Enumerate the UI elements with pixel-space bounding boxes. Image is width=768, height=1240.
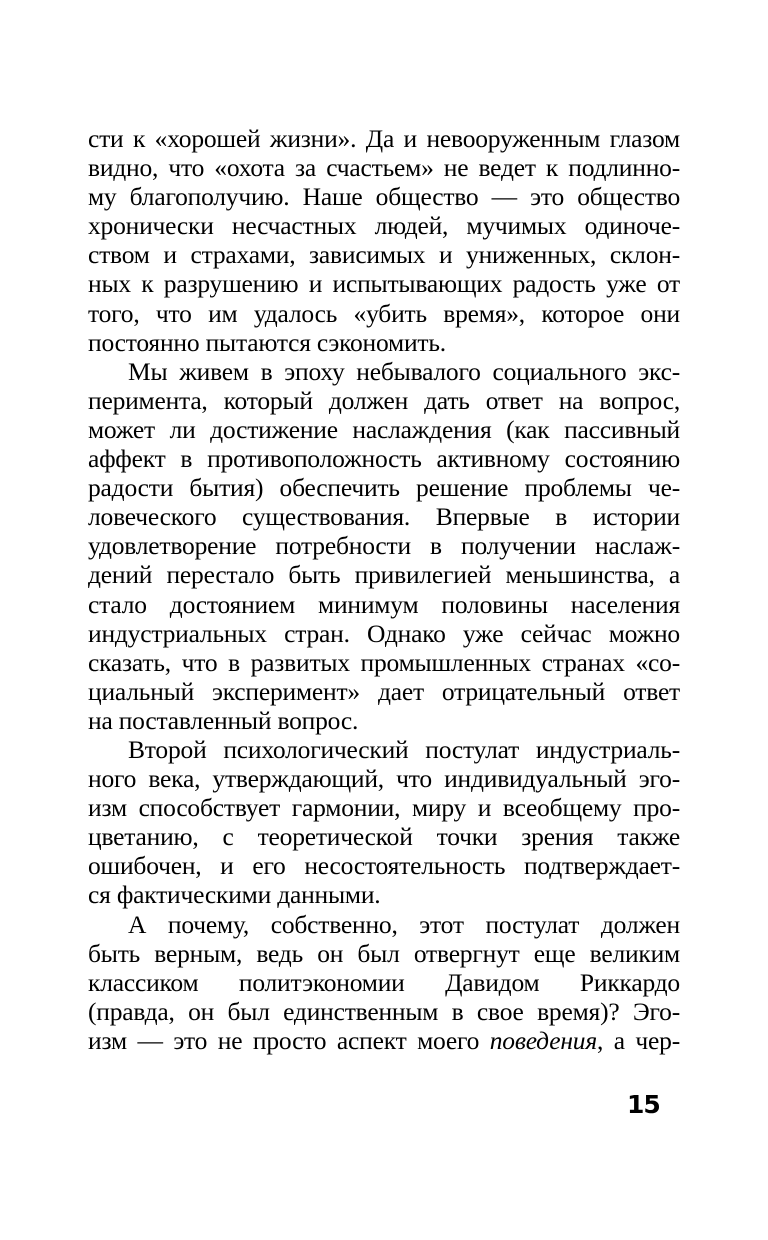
- text-run: , а чер-: [596, 1025, 680, 1055]
- text-line: изм способствует гармонии, миру и всеобщему про-: [88, 793, 680, 823]
- text-line: перимента, который должен дать ответ на вопрос,: [88, 385, 680, 415]
- paragraph: [88, 910, 680, 1055]
- text-line: радости бытия) обеспечить решение проблемы че-: [88, 473, 680, 503]
- text-line: индустриальных стран. Однако уже сейчас можно: [88, 618, 680, 648]
- text-line: удовлетворение потребности в получении наслаж-: [88, 531, 680, 561]
- text-line: цветанию, с теоретической точки зрения также: [88, 822, 680, 852]
- text-line: [88, 1026, 680, 1055]
- text-line: ся фактическими данными.: [88, 880, 381, 910]
- text-line: Мы живем в эпоху небывалого социального экс-: [128, 356, 680, 386]
- text-line: аффект в противоположность активному состоянию: [88, 444, 680, 474]
- text-line: на поставленный вопрос.: [88, 705, 359, 735]
- text-line: ством и страхами, зависимых и униженных, склон-: [88, 240, 680, 270]
- emphasis-text: поведения: [489, 1025, 597, 1055]
- text-line: дений перестало быть привилегией меньшинства, а: [88, 560, 680, 590]
- paragraph: [88, 357, 680, 735]
- text-line: того, что им удалось «убить время», которое они: [88, 298, 680, 328]
- text-line: ловеческого существования. Впервые в истории: [88, 502, 680, 532]
- body-text: [88, 124, 680, 1055]
- page-number: 15: [627, 1090, 660, 1119]
- text-line: хронически несчастных людей, мучимых одиноче-: [88, 211, 680, 241]
- text-line: постоянно пытаются сэкономить.: [88, 327, 446, 357]
- text-line: классиком политэкономии Давидом Риккардо: [88, 967, 680, 997]
- paragraph: [88, 735, 680, 910]
- text-line: циальный эксперимент» дает отрицательный ответ: [88, 676, 680, 706]
- text-run: изм — это не просто аспект моего: [88, 1025, 490, 1055]
- text-line: стало достоянием минимум половины населения: [88, 589, 680, 619]
- text-line: сказать, что в развитых промышленных странах «со-: [88, 647, 680, 677]
- text-line: видно, что «охота за счастьем» не ведет к подлинно-: [88, 153, 680, 183]
- text-line: быть верным, ведь он был отвергнут еще великим: [88, 938, 680, 968]
- text-line: Второй психологический постулат индустриаль-: [128, 734, 680, 764]
- text-line: ного века, утверждающий, что индивидуальный эго-: [88, 764, 680, 794]
- text-line: (правда, он был единственным в свое время)? Эго-: [88, 996, 680, 1026]
- text-line: му благополучию. Наше общество — это общество: [88, 182, 680, 212]
- text-line: ных к разрушению и испытывающих радость уже от: [88, 269, 680, 299]
- text-line: ошибочен, и его несостоятельность подтверждает-: [88, 851, 680, 881]
- text-line: может ли достижение наслаждения (как пассивный: [88, 414, 680, 444]
- paragraph: [88, 124, 680, 357]
- text-line: сти к «хорошей жизни». Да и невооруженным глазом: [88, 124, 680, 153]
- text-line: А почему, собственно, этот постулат должен: [128, 909, 680, 939]
